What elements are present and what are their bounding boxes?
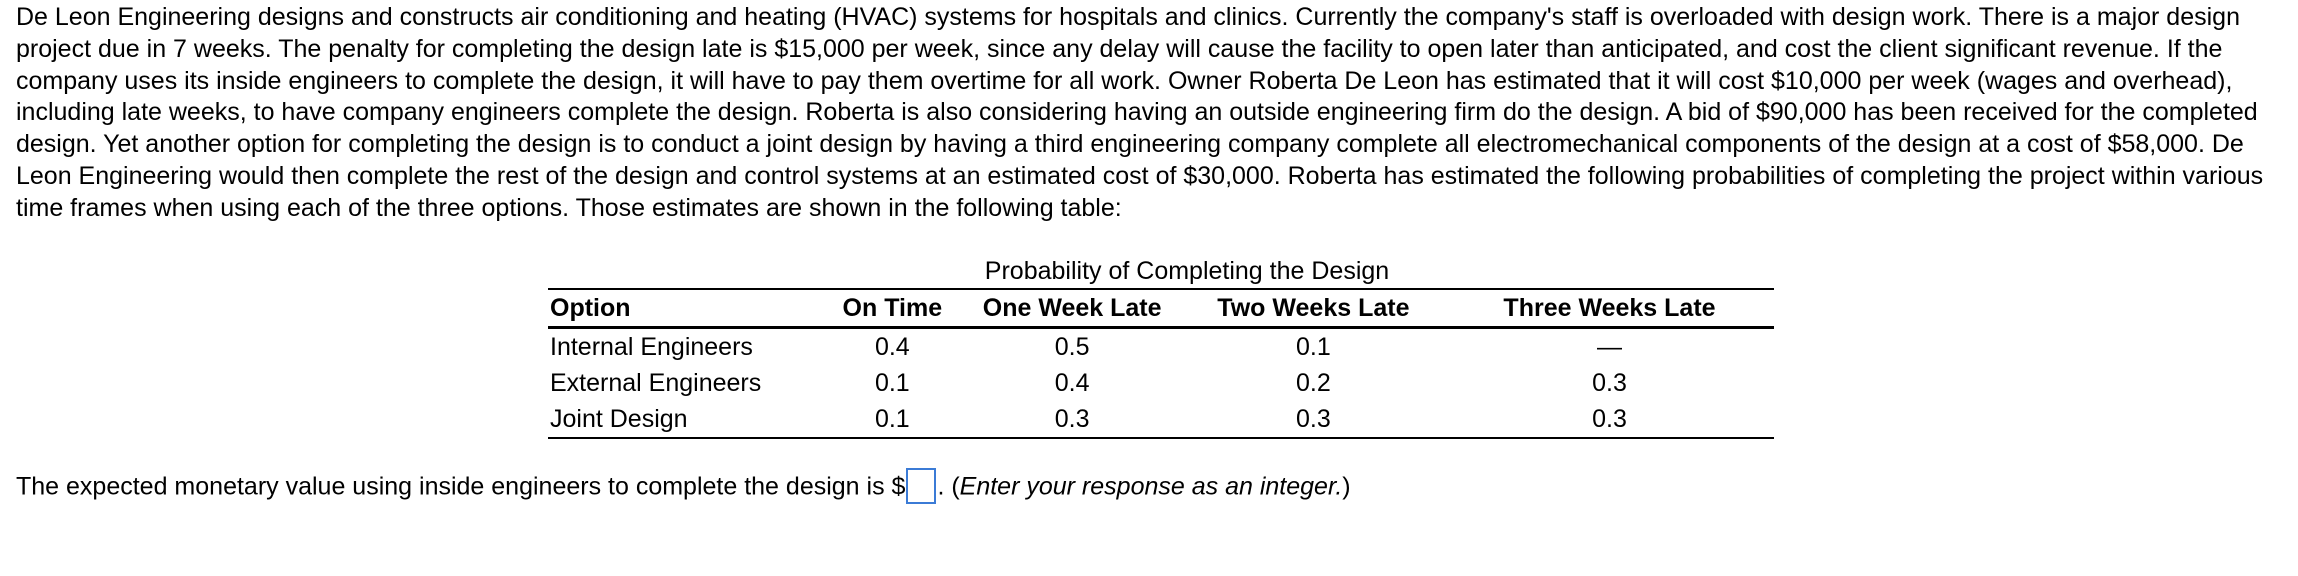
cell-on-time: 0.1	[874, 404, 910, 433]
cell-on-time: 0.1	[874, 368, 910, 397]
question-line	[16, 470, 1351, 506]
table-row	[548, 365, 1774, 401]
row-option: Joint Design	[550, 404, 688, 433]
table-header-row	[548, 289, 1774, 328]
question-prefix: The expected monetary value using inside engineers to complete the design is $	[16, 472, 906, 501]
table-caption: Probability of Completing the Design	[984, 257, 1390, 285]
cell-two-weeks-late: 0.1	[1296, 332, 1331, 361]
cell-two-weeks-late: 0.3	[1296, 404, 1331, 433]
cell-one-week-late: 0.3	[1054, 404, 1090, 433]
header-on-time: On Time	[842, 293, 943, 322]
cell-on-time: 0.4	[874, 332, 910, 361]
header-two-weeks-late: Two Weeks Late	[1217, 293, 1410, 322]
cell-three-weeks-late: 0.3	[1592, 404, 1627, 433]
cell-one-week-late: 0.5	[1054, 332, 1090, 361]
probability-table-container	[548, 254, 1774, 439]
question-hint: Enter your response as an integer.	[959, 472, 1343, 501]
question-close: )	[1342, 472, 1351, 501]
header-option: Option	[550, 293, 631, 322]
problem-statement: De Leon Engineering designs and constructs air conditioning and heating (HVAC) systems for hospitals and clinics. Currently the company's staff is overloaded with design work. There is a major design project due in 7 weeks. The penalty for completing the design late is $15,000 per week, since any delay will cause the facility to open later than anticipated, and cost the client significant revenue. If the company uses its inside engineers to complete the design, it will have to pay them overtime for all work. Owner Roberta De Leon has estimated that it will cost $10,000 per week (wages and overhead), including late weeks, to have company engineers complete the design. Roberta is also considering having an outside engineering firm do the design. A bid of $90,000 has been received for the completed design. Yet another option for completing the design is to conduct a joint design by having a third engineering company complete all electromechanical components of the design at a cost of $58,000. De Leon Engineering would then complete the rest of the design and control systems at an estimated cost of $30,000. Roberta has estimated the following probabilities of completing the project within various time frames when using each of the three options. Those estimates are shown in the following table:	[16, 3, 2264, 222]
table-row	[548, 328, 1774, 366]
table-row	[548, 401, 1774, 438]
cell-one-week-late: 0.4	[1054, 368, 1090, 397]
cell-two-weeks-late: 0.2	[1296, 368, 1331, 397]
question-punct: . (	[937, 472, 960, 501]
cell-three-weeks-late: 0.3	[1592, 368, 1627, 397]
cell-three-weeks-late: —	[1596, 332, 1622, 361]
row-option: External Engineers	[550, 368, 762, 397]
answer-input[interactable]	[906, 468, 936, 504]
row-option: Internal Engineers	[550, 332, 753, 361]
header-three-weeks-late: Three Weeks Late	[1503, 293, 1716, 322]
header-one-week-late: One Week Late	[982, 293, 1162, 322]
probability-table	[548, 288, 1774, 439]
